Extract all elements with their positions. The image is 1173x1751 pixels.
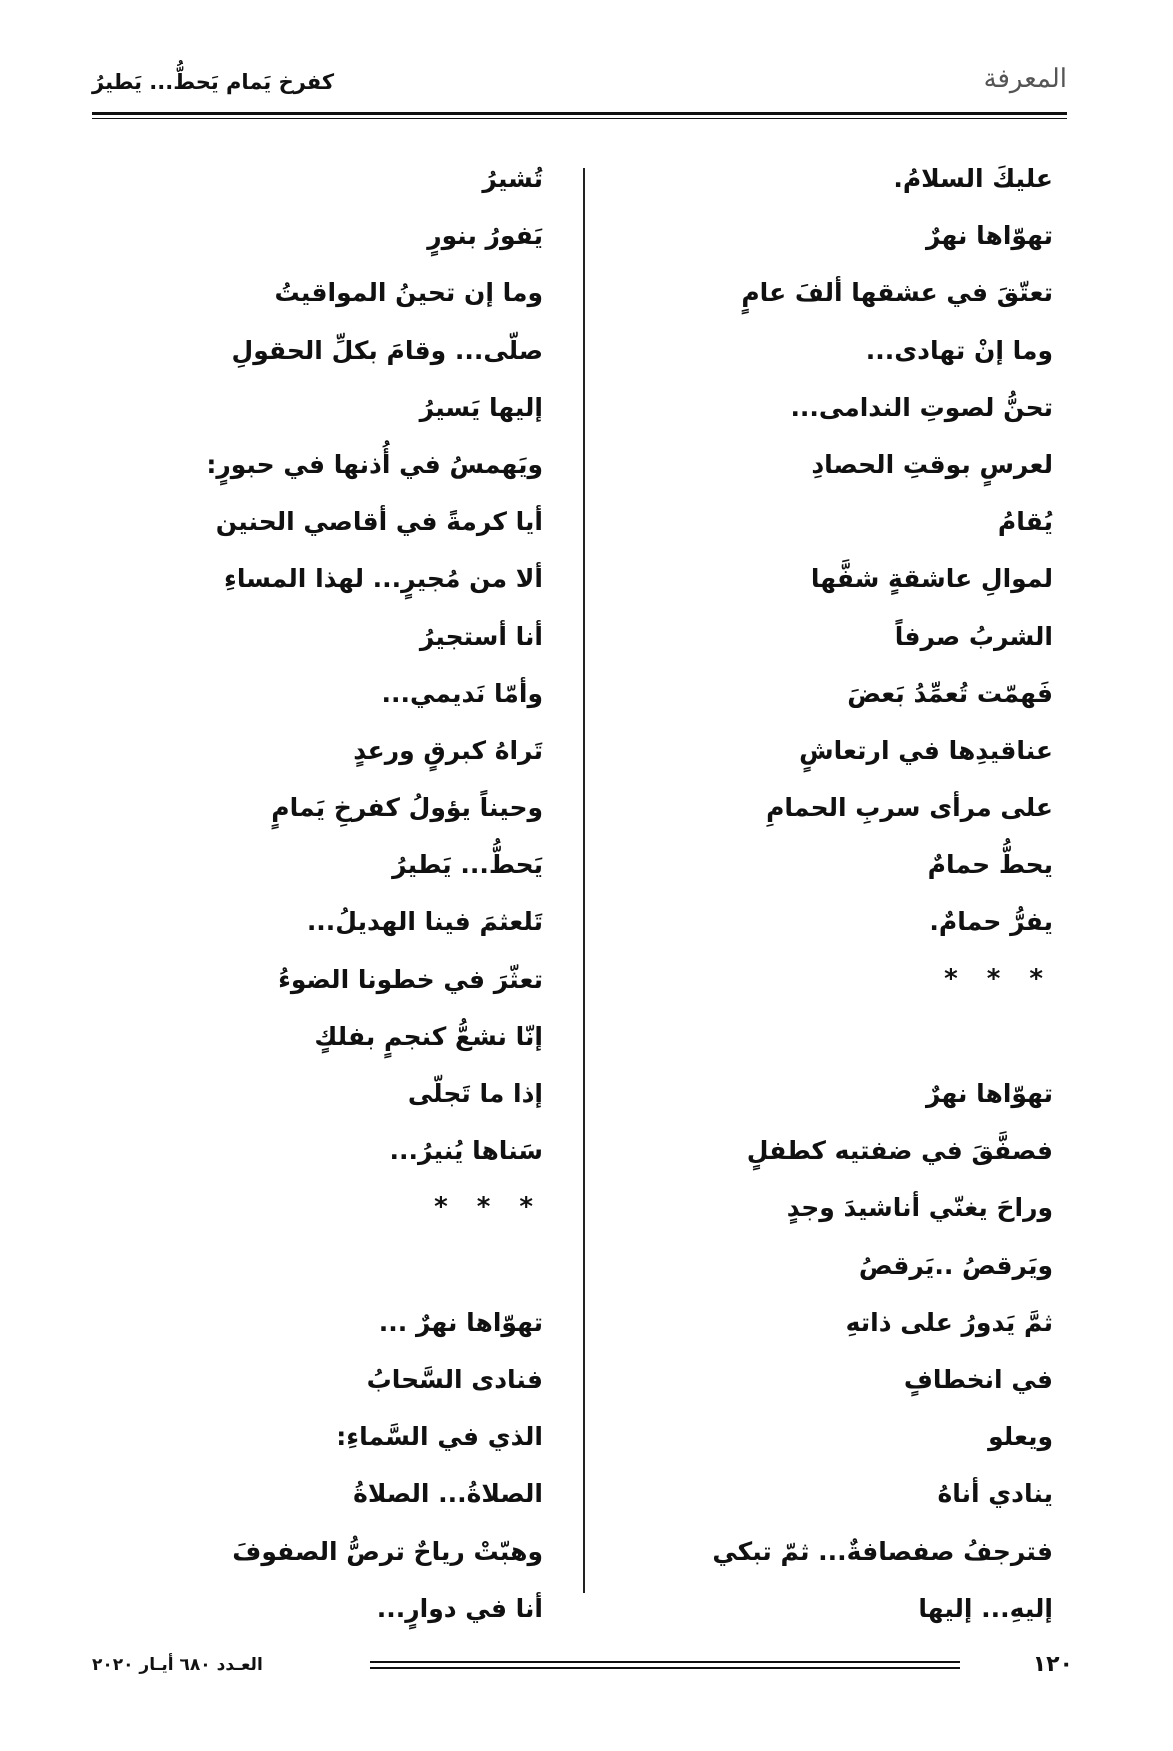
verse-line: تحنُّ لصوتِ الندامى... [790, 392, 1053, 422]
verse-line: سَناها يُنيرُ... [389, 1136, 543, 1166]
verse-line: ويَهمسُ في أُذنها في حبورٍ: [206, 449, 543, 479]
issue-info: العـدد ٦٨٠ أيـار ٢٠٢٠ [92, 1655, 263, 1675]
section-separator: * * * [944, 963, 1053, 994]
verse-line: وأمّا نَديمي... [381, 678, 543, 708]
verse-line: ينادي أناهُ [937, 1479, 1053, 1509]
verse-line: عناقيدِها في ارتعاشٍ [799, 735, 1053, 765]
verse-line: إليهِ... إليها [918, 1593, 1053, 1623]
verse-line: إذا ما تَجلّى [407, 1079, 543, 1108]
verse-line: الذي في السَّماءِ: [336, 1422, 543, 1452]
verse-line: وما إن تحينُ المواقيتُ [274, 278, 543, 308]
footer-rule-second [370, 1667, 960, 1669]
verse-line: يفرُّ حمامٌ. [929, 907, 1053, 937]
poem-right-column [613, 150, 1053, 1637]
verse-line: إنّا نشعُّ كنجمٍ بفلكٍ [314, 1021, 543, 1051]
page-header [92, 64, 1067, 104]
verse-line: عليكَ السلامُ. [893, 164, 1053, 193]
verse-line: تعتّقَ في عشقها ألفَ عامٍ [741, 278, 1053, 308]
verse-line [123, 1237, 543, 1294]
verse-line: وما إنْ تهادى... [865, 335, 1053, 365]
column-divider [583, 168, 585, 1593]
verse-line: تهوّاها نهرٌ [925, 1079, 1053, 1108]
poem-left-column [123, 150, 543, 1637]
magazine-logo: المعرفة [983, 64, 1067, 94]
verse-line: لعرسٍ بوقتِ الحصادِ [811, 449, 1053, 479]
verse-line: تَراهُ كبرقٍ ورعدٍ [353, 735, 543, 765]
verse-line: تهوّاها نهرٌ ... [378, 1307, 543, 1337]
verse-line: ويعلو [988, 1422, 1053, 1452]
verse-line: يَفورُ بنورٍ [427, 221, 543, 251]
verse-line: الشربُ صرفاً [894, 621, 1053, 651]
verse-line: ويَرقصُ ..يَرقصُ [858, 1250, 1053, 1280]
verse-line [613, 1008, 1053, 1065]
verse-line: أيا كرمةً في أقاصي الحنين [215, 507, 543, 537]
verse-line: يحطُّ حمامٌ [927, 850, 1053, 880]
verse-line: تُشيرُ [482, 164, 543, 193]
verse-line: على مرأى سربِ الحمامِ [766, 793, 1053, 823]
verse-line: تَلعثمَ فينا الهديلُ... [306, 907, 543, 937]
verse-line: في انخطافٍ [903, 1364, 1053, 1394]
verse-line: إليها يَسيرُ [419, 392, 543, 422]
page-number: ١٢٠ [1032, 1652, 1073, 1677]
verse-line: صلّى... وقامَ بكلِّ الحقولِ [231, 335, 543, 365]
running-title: كفرخ يَمام يَحطُّ... يَطيرُ [92, 70, 335, 94]
verse-line: تهوّاها نهرٌ [925, 221, 1053, 251]
header-rule [92, 112, 1067, 115]
verse-line: وحيناً يؤولُ كفرخِ يَمامٍ [271, 793, 543, 823]
verse-line: فصفَّقَ في ضفتيه كطفلٍ [746, 1136, 1053, 1166]
verse-line: أنا أستجيرُ [419, 621, 543, 651]
verse-line: تعثّرَ في خطونا الضوءُ [278, 964, 543, 994]
footer-rule [370, 1661, 960, 1663]
verse-line: فترجفُ صفصافةٌ... ثمّ تبكي [712, 1536, 1053, 1566]
verse-line: وراحَ يغنّي أناشيدَ وجدٍ [786, 1193, 1053, 1223]
verse-line: لموالِ عاشقةٍ شفَّها [810, 564, 1053, 594]
verse-line: فنادى السَّحابُ [366, 1364, 543, 1394]
verse-line: ألا من مُجيرٍ... لهذا المساءِ [224, 564, 543, 594]
verse-line: يَحطُّ... يَطيرُ [392, 850, 543, 880]
verse-line: فَهمّت تُعمِّدُ بَعضَ [847, 678, 1053, 708]
verse-line: أنا في دوارٍ... [376, 1593, 543, 1623]
verse-line: وهبّتْ رياحٌ ترصُّ الصفوفَ [232, 1536, 543, 1566]
verse-line: ثمَّ يَدورُ على ذاتهِ [845, 1307, 1053, 1337]
section-separator: * * * [434, 1192, 543, 1223]
verse-line: الصلاةُ... الصلاةُ [353, 1479, 543, 1509]
header-rule-thin [92, 118, 1067, 119]
verse-line: يُقامُ [997, 507, 1053, 537]
